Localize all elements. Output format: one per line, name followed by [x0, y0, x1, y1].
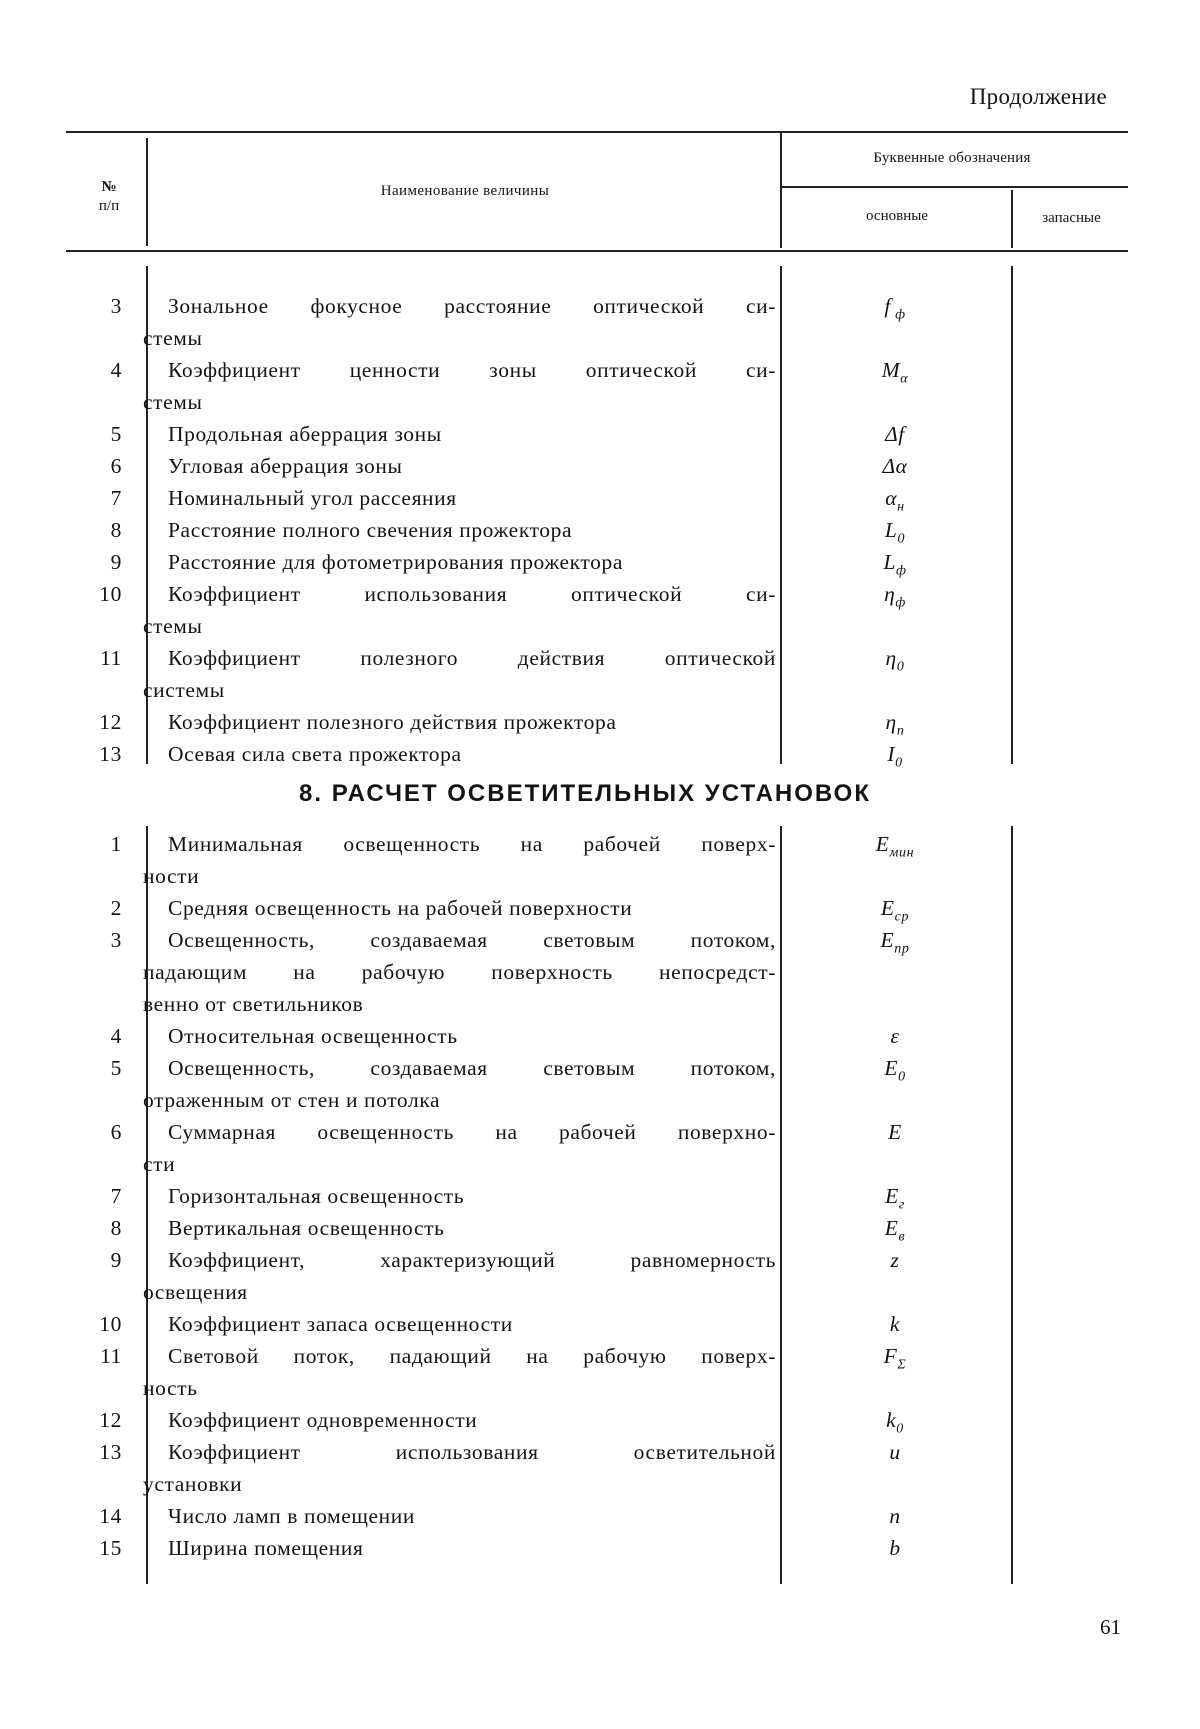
row-name-line: системы	[143, 674, 776, 706]
row-name-line: Осевая сила света прожектора	[168, 738, 776, 770]
header-bottom-rule	[66, 250, 1128, 252]
row-number: 11	[60, 1340, 122, 1372]
row-symbol: Δf	[800, 418, 990, 450]
row-name-line: Коэффициент ценности зоны оптической си-	[168, 354, 776, 386]
row-name	[168, 450, 776, 482]
row-name-line: Угловая аберрация зоны	[168, 450, 776, 482]
row-name-line: Продольная аберрация зоны	[168, 418, 776, 450]
header-mid-rule	[782, 186, 1128, 188]
row-symbol: E	[800, 1116, 990, 1148]
row-number: 13	[60, 738, 122, 770]
row-name-line: Вертикальная освещенность	[168, 1212, 776, 1244]
row-symbol: L0	[800, 514, 990, 555]
row-name-line: Освещенность, создаваемая световым потоком,	[168, 924, 776, 956]
row-number: 9	[60, 1244, 122, 1276]
row-name	[168, 1404, 776, 1436]
row-name-line: стемы	[143, 386, 776, 418]
header-main-column: основные	[782, 208, 1012, 225]
row-name	[168, 482, 776, 514]
row-symbol: n	[800, 1500, 990, 1532]
row-name	[168, 1436, 776, 1500]
row-number: 7	[60, 1180, 122, 1212]
row-name	[168, 1020, 776, 1052]
row-name	[168, 1244, 776, 1308]
row-name-line: сти	[143, 1148, 776, 1180]
row-number: 9	[60, 546, 122, 578]
row-name	[168, 1340, 776, 1404]
table1-divider-3	[1011, 266, 1013, 764]
row-name-line: Зональное фокусное расстояние оптической си-	[168, 290, 776, 322]
header-number-label: п/п	[64, 197, 154, 216]
row-symbol: ηп	[800, 706, 990, 747]
row-name-line: отраженным от стен и потолка	[143, 1084, 776, 1116]
page-number: 61	[1100, 1615, 1121, 1640]
row-symbol: Eср	[800, 892, 990, 933]
row-number: 10	[60, 578, 122, 610]
table2-divider-2	[780, 826, 782, 1584]
row-symbol: FΣ	[800, 1340, 990, 1381]
row-symbol: f ф	[800, 290, 990, 331]
row-name-line: Коэффициент, характеризующий равномерность	[168, 1244, 776, 1276]
row-symbol: ηф	[800, 578, 990, 619]
row-number: 4	[60, 1020, 122, 1052]
row-name-line: Расстояние полного свечения прожектора	[168, 514, 776, 546]
row-symbol: I0	[800, 738, 990, 779]
header-number-column	[64, 178, 154, 216]
row-name	[168, 892, 776, 924]
row-name-line: Относительная освещенность	[168, 1020, 776, 1052]
row-symbol: αн	[800, 482, 990, 523]
row-name-line: стемы	[143, 610, 776, 642]
row-number: 14	[60, 1500, 122, 1532]
row-name	[168, 546, 776, 578]
row-name	[168, 828, 776, 892]
row-name-line: Ширина помещения	[168, 1532, 776, 1564]
row-name-line: Освещенность, создаваемая световым потоком,	[168, 1052, 776, 1084]
row-name	[168, 1308, 776, 1340]
row-name	[168, 1116, 776, 1180]
row-symbol: Eв	[800, 1212, 990, 1253]
row-symbol: η0	[800, 642, 990, 683]
row-number: 5	[60, 1052, 122, 1084]
row-number: 1	[60, 828, 122, 860]
row-name-line: ности	[143, 860, 776, 892]
row-number: 2	[60, 892, 122, 924]
row-name-line: освещения	[143, 1276, 776, 1308]
section-title: 8. РАСЧЕТ ОСВЕТИТЕЛЬНЫХ УСТАНОВОК	[275, 780, 895, 808]
row-number: 13	[60, 1436, 122, 1468]
row-symbol: k	[800, 1308, 990, 1340]
row-number: 3	[60, 290, 122, 322]
header-top-rule	[66, 131, 1128, 133]
row-name-line: Коэффициент полезного действия оптической	[168, 642, 776, 674]
row-name	[168, 418, 776, 450]
row-name	[168, 578, 776, 642]
row-name-line: ность	[143, 1372, 776, 1404]
row-name	[168, 706, 776, 738]
row-name-line: Суммарная освещенность на рабочей поверхно-	[168, 1116, 776, 1148]
row-name	[168, 1212, 776, 1244]
row-symbol: Eпр	[800, 924, 990, 965]
row-number: 15	[60, 1532, 122, 1564]
row-number: 7	[60, 482, 122, 514]
row-number: 8	[60, 1212, 122, 1244]
row-name-line: Коэффициент полезного действия прожектора	[168, 706, 776, 738]
row-name	[168, 1052, 776, 1116]
row-name	[168, 514, 776, 546]
row-name-line: падающим на рабочую поверхность непосредст-	[143, 956, 776, 988]
row-name-line: Коэффициент использования оптической си-	[168, 578, 776, 610]
row-name-line: венно от светильников	[143, 988, 776, 1020]
row-name-line: Средняя освещенность на рабочей поверхности	[168, 892, 776, 924]
row-name	[168, 738, 776, 770]
row-number: 12	[60, 1404, 122, 1436]
row-symbol: Δα	[800, 450, 990, 482]
table2-divider-3	[1011, 826, 1013, 1584]
row-name-line: Горизонтальная освещенность	[168, 1180, 776, 1212]
header-number-symbol: №	[64, 178, 154, 197]
row-name-line: Световой поток, падающий на рабочую поверх-	[168, 1340, 776, 1372]
row-name	[168, 290, 776, 354]
row-name-line: Коэффициент использования осветительной	[168, 1436, 776, 1468]
row-name	[168, 1532, 776, 1564]
row-number: 5	[60, 418, 122, 450]
row-name-line: Число ламп в помещении	[168, 1500, 776, 1532]
row-symbol: b	[800, 1532, 990, 1564]
row-symbol: Eмин	[800, 828, 990, 869]
row-symbol: E0	[800, 1052, 990, 1093]
row-number: 3	[60, 924, 122, 956]
row-number: 6	[60, 450, 122, 482]
row-symbol: ε	[800, 1020, 990, 1052]
row-name	[168, 1500, 776, 1532]
row-number: 6	[60, 1116, 122, 1148]
row-symbol: u	[800, 1436, 990, 1468]
row-name	[168, 924, 776, 1020]
header-name-column: Наименование величины	[150, 183, 780, 200]
row-name	[168, 1180, 776, 1212]
header-letters-column: Буквенные обозначения	[782, 150, 1122, 167]
row-number: 8	[60, 514, 122, 546]
row-name-line: Коэффициент одновременности	[168, 1404, 776, 1436]
row-name	[168, 354, 776, 418]
row-name-line: стемы	[143, 322, 776, 354]
row-name-line: установки	[143, 1468, 776, 1500]
row-number: 4	[60, 354, 122, 386]
header-reserve-column: запасные	[1013, 210, 1130, 227]
row-name-line: Номинальный угол рассеяния	[168, 482, 776, 514]
continuation-label: Продолжение	[970, 84, 1107, 110]
row-name	[168, 642, 776, 706]
row-number: 12	[60, 706, 122, 738]
row-number: 11	[60, 642, 122, 674]
row-symbol: Eг	[800, 1180, 990, 1221]
table1-divider-2	[780, 266, 782, 764]
row-name-line: Расстояние для фотометрирования прожектора	[168, 546, 776, 578]
row-symbol: z	[800, 1244, 990, 1276]
row-symbol: k0	[800, 1404, 990, 1445]
row-name-line: Коэффициент запаса освещенности	[168, 1308, 776, 1340]
row-name-line: Минимальная освещенность на рабочей поверх-	[168, 828, 776, 860]
row-symbol: Lф	[800, 546, 990, 587]
row-symbol: Mα	[800, 354, 990, 395]
row-number: 10	[60, 1308, 122, 1340]
